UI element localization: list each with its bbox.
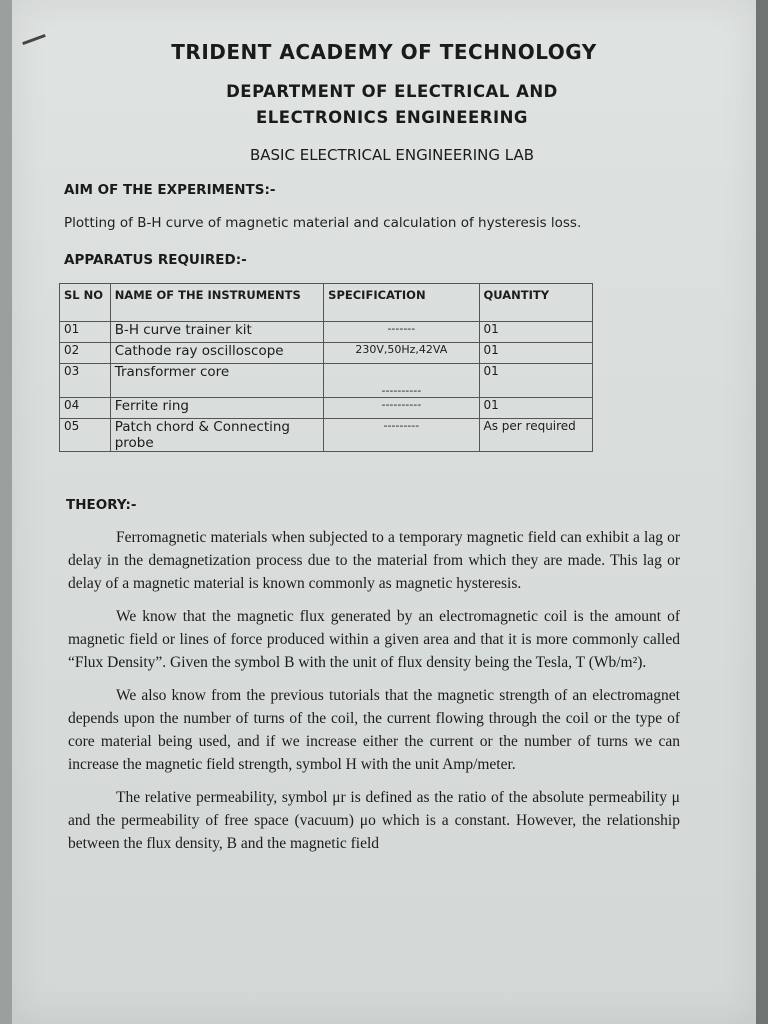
cell-qty: As per required bbox=[479, 419, 593, 452]
cell-qty: 01 bbox=[479, 343, 593, 364]
cell-spec: ---------- bbox=[324, 398, 479, 419]
theory-heading: THEORY:- bbox=[66, 497, 137, 513]
column-header-specification: SPECIFICATION bbox=[324, 284, 479, 322]
cell-spec: ---------- bbox=[324, 364, 479, 398]
aim-heading: AIM OF THE EXPERIMENTS:- bbox=[64, 182, 276, 198]
table-row bbox=[60, 343, 593, 364]
cell-sl: 05 bbox=[60, 419, 111, 452]
aim-text: Plotting of B-H curve of magnetic material and calculation of hysteresis loss. bbox=[64, 215, 582, 231]
apparatus-heading: APPARATUS REQUIRED:- bbox=[64, 252, 247, 268]
theory-paragraph: We also know from the previous tutorials that the magnetic strength of an electromagnet depends upon the number of turns of the coil, the current flowing through the coil or the type of core material being used, and if we increase either the current or the number of turns we can increase the magnetic field strength, symbol H with the unit Amp/meter. bbox=[68, 687, 680, 773]
cell-qty: 01 bbox=[479, 322, 593, 343]
column-header-quantity: QUANTITY bbox=[479, 284, 593, 322]
cell-spec: 230V,50Hz,42VA bbox=[324, 343, 479, 364]
table-row bbox=[60, 364, 593, 398]
theory-paragraph: The relative permeability, symbol μr is defined as the ratio of the absolute permeability μ and the permeability of free space (vacuum) μo which is a constant. However, the relationship between the flux density, B and the magnetic field bbox=[68, 789, 680, 852]
department-title-line1: DEPARTMENT OF ELECTRICAL AND bbox=[226, 82, 558, 101]
cell-qty: 01 bbox=[479, 364, 593, 398]
theory-body bbox=[68, 526, 680, 865]
cell-spec: ------- bbox=[324, 322, 479, 343]
cell-spec: --------- bbox=[324, 419, 479, 452]
table-row bbox=[60, 398, 593, 419]
cell-sl: 04 bbox=[60, 398, 111, 419]
theory-paragraph: We know that the magnetic flux generated by an electromagnetic coil is the amount of magnetic field or lines of force produced within a given area and that it is more commonly called “Flux Density”. Given the symbol B with the unit of flux density being the Tesla, T (Wb/m²). bbox=[68, 608, 680, 671]
cell-name: Transformer core bbox=[110, 364, 323, 398]
table-row bbox=[60, 322, 593, 343]
column-header-sl: SL NO bbox=[60, 284, 111, 322]
cell-name: Patch chord & Connecting probe bbox=[110, 419, 323, 452]
institution-title: TRIDENT ACADEMY OF TECHNOLOGY bbox=[171, 40, 597, 64]
column-header-name: NAME OF THE INSTRUMENTS bbox=[110, 284, 323, 322]
apparatus-table bbox=[59, 283, 593, 452]
table-row bbox=[60, 419, 593, 452]
cell-sl: 02 bbox=[60, 343, 111, 364]
cell-name: B-H curve trainer kit bbox=[110, 322, 323, 343]
cell-name: Ferrite ring bbox=[110, 398, 323, 419]
table-header-row bbox=[60, 284, 593, 322]
cell-sl: 01 bbox=[60, 322, 111, 343]
lab-title: BASIC ELECTRICAL ENGINEERING LAB bbox=[249, 146, 535, 164]
cell-qty: 01 bbox=[479, 398, 593, 419]
cell-sl: 03 bbox=[60, 364, 111, 398]
cell-name: Cathode ray oscilloscope bbox=[110, 343, 323, 364]
department-title-line2: ELECTRONICS ENGINEERING bbox=[256, 108, 528, 127]
theory-paragraph: Ferromagnetic materials when subjected to a temporary magnetic field can exhibit a lag or delay in the demagnetization process due to the material from which they are made. This lag or delay of a magnetic material is known commonly as magnetic hysteresis. bbox=[68, 529, 680, 592]
